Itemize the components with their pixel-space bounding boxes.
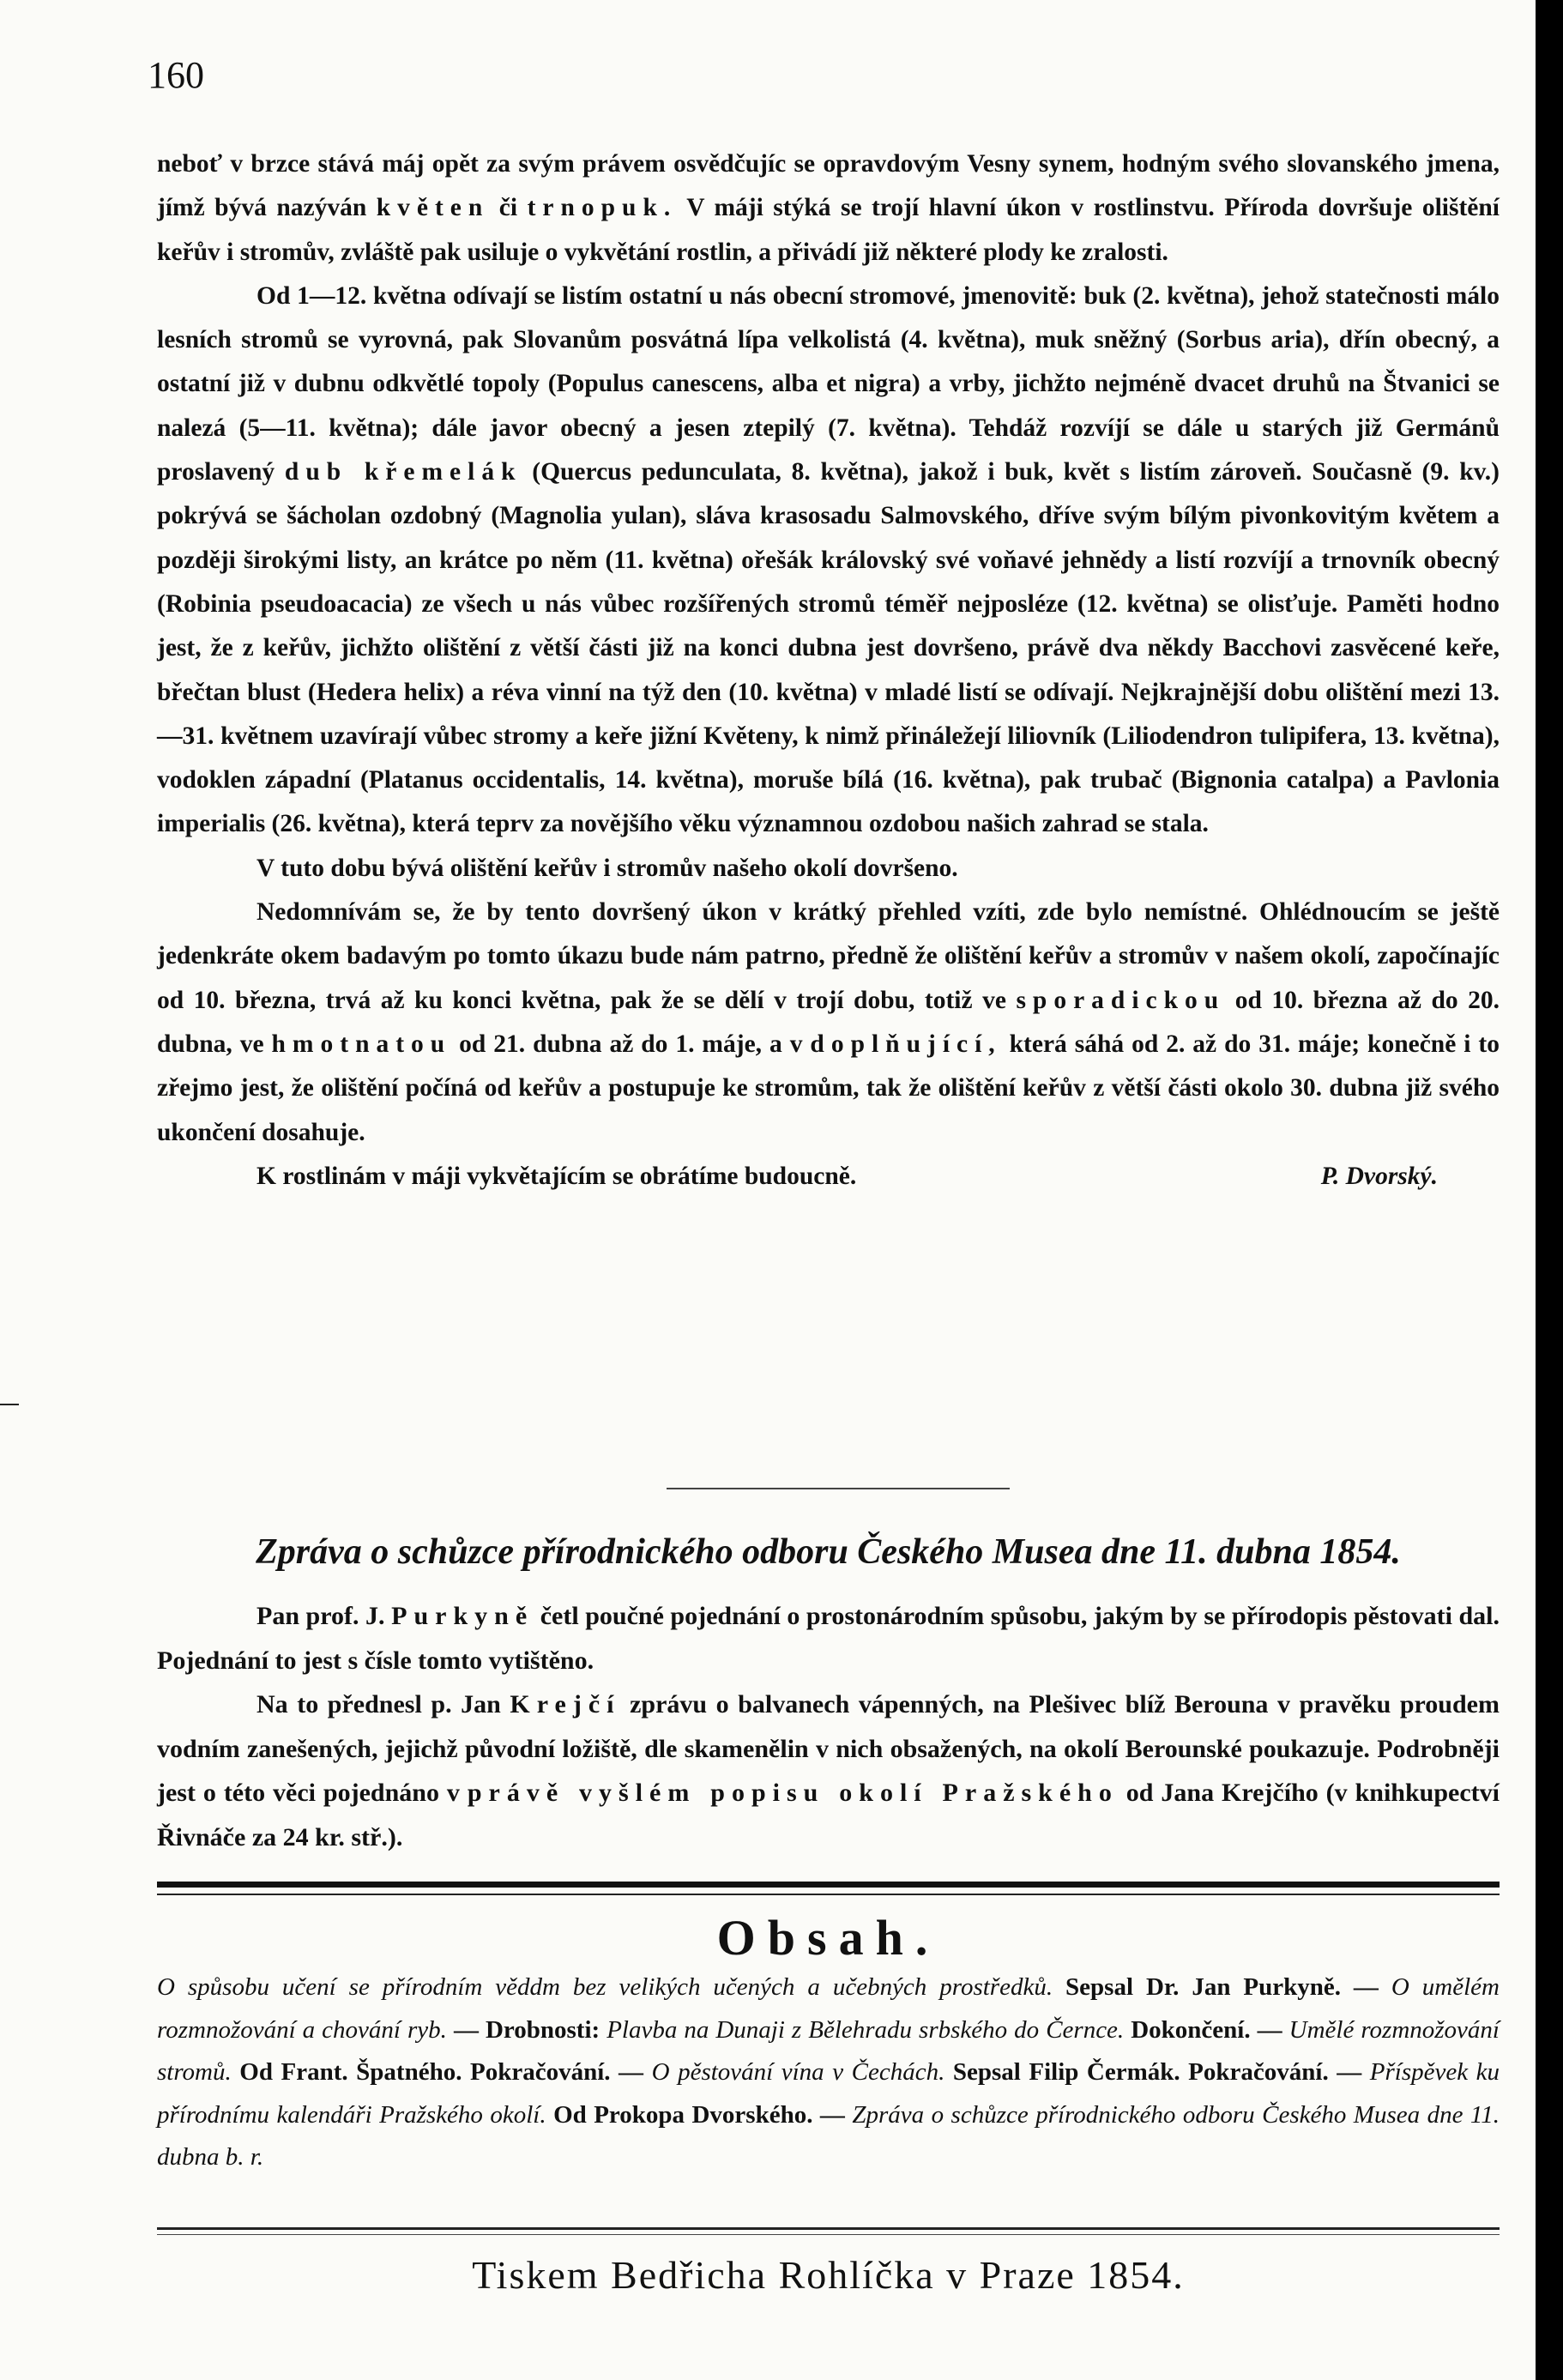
text: Na to přednesl p. Jan [256, 1690, 510, 1719]
text: Od 1—12. května odívají se listím ostatní u nás obecní stromové, jmenovitě: buk (2. května), jehož statečnosti málo lesních stromů se vyrovná, pak Slovanům posvátná lípa velkolistá (4. května), muk sněžný (Sorbus aria), dřín obecný, a ostatní již v dubnu odkvětlé topoly (Populus canescens, alba et nigra) a vrby, jichžto nejméně dvacet druhů na Štvanici se nalezá (5—11. května); dále javor obecný a jesen ztepilý (7. května). Tehdáž rozvíjí se dále u starých již Germánů proslavený [157, 281, 1500, 486]
contents-item-title: Plavba na Dunaji z Bělehradu srbského do Černce. [606, 2015, 1125, 2044]
article-body [157, 142, 1500, 1199]
spaced-term: hmotnatou [271, 1030, 452, 1058]
paragraph [157, 142, 1500, 275]
paragraph [157, 891, 1500, 1155]
contents-item-title: O spůsobu učení se přírodním věddm bez velikých učených a učebných prostředků. [157, 1973, 1053, 2001]
text: Sepsal Filip Čermák. Pokračování. — [944, 2058, 1370, 2086]
spaced-term: doplňující, [810, 1030, 1002, 1058]
text: Sepsal Dr. Jan Purkyně. — [1053, 1973, 1391, 2001]
paragraph: V tuto dobu bývá olištění keřův i stromův našeho okolí dovršeno. [256, 854, 958, 882]
paragraph [157, 275, 1500, 847]
spaced-name: Purkyně [391, 1602, 534, 1630]
text: V máji stýká se trojí hlavní úkon v rostlinstvu. Příroda dovršuje olištění keřův i stromův, zvláště pak usiluje o vykvětání rostlin, a přivádí již některé plody ke zralosti. [157, 194, 1500, 266]
contents-item-title: O pěstování vína v Čechách. [651, 2058, 945, 2086]
divider-thick [157, 1882, 1500, 1888]
spaced-name: Krejčí [510, 1690, 621, 1719]
printer-imprint: Tiskem Bedřicha Rohlíčka v Praze 1854. [472, 2253, 1185, 2297]
text: Nedomnívám se, že by tento dovršený úkon v krátký přehled vzíti, zde bylo nemístné. Ohlédnoucím se ještě jedenkráte okem badavým po tomto úkazu bude nám patrno, předně že olištění keřův a stromův v našem okolí, započínajíc od 10. března, trvá až ku konci května, pak že se dělí v trojí dobu, totiž ve [157, 898, 1500, 1014]
text: Dokončení. — [1124, 2015, 1289, 2044]
contents-item-title: Příspěvek ku přírodnímu kalendáři Pražského okolí. [157, 2058, 1500, 2129]
closing-line [157, 1155, 1500, 1199]
text: zprávu o balvanech vápenných, na Plešivec blíž Berouna v pravěku proudem vodním zanešených, jejichž původní ložiště, dle skamenělin v nich obsažených, na okolí Berounské poukazuje. Podrobněji jest o této věci pojednáno v [157, 1690, 1500, 1807]
contents-item-title: Umělé rozmnožování stromů. [157, 2015, 1500, 2086]
closing-sentence: K rostlinám v máji vykvětajícím se obrátíme budoucně. [256, 1162, 857, 1190]
spaced-term: právě vyšlém popisu okolí Pražského [467, 1779, 1119, 1807]
contents-item-title: Zpráva o schůzce přírodnického odboru Českého Musea dne 11. dubna b. r. [157, 2100, 1500, 2171]
spaced-term: květen [376, 194, 490, 222]
text: Pan prof. J. [256, 1602, 392, 1630]
text: či [489, 194, 528, 222]
spaced-term: sporadickou [1016, 986, 1226, 1014]
text: Od Frant. Špatného. Pokračování. — [231, 2058, 652, 2086]
divider [157, 2234, 1500, 2235]
page-number: 160 [148, 54, 204, 96]
text: četl poučné pojednání o prostonárodním spůsobu, jakým by se přírodopis pěstovati dal. Pojednání to jest s čísle tomto vytištěno. [157, 1602, 1500, 1675]
scan-mark [0, 1404, 19, 1405]
divider [667, 1488, 1010, 1489]
spaced-term: trnopuk. [527, 194, 678, 222]
report-body [157, 1594, 1500, 1859]
text: od Jana Krejčího (v knihkupectví Řivnáče za 24 kr. stř.). [157, 1779, 1500, 1851]
text: (Quercus pedunculata, 8. května), jakož i buk, květ s listím zároveň. Současně (9. kv.) pokrývá se šácholan ozdobný (Magnolia yulan), sláva krasosadu Salmovského, dříve svým bílým pivonkovitým květem a později širokými listy, an krátce po něm (11. května) ořešák královský své voňavé jehnědy a listí rozvíjí a trnovník obecný (Robinia pseudoacacia) ze všech u nás vůbec rozšířených stromů téměř nejposléze (12. května) se olisťuje. Paměti hodno jest, že z keřův, jichžto olištění z větší části již na konci dubna jest dovršeno, právě dva někdy Bacchovi zasvěcené keře, břečtan blust (Hedera helix) a réva vinní na týž den (10. května) v mladé listí se odívají. Nejkrajnější dobu olištění mezi 13.—31. květnem uzavírají vůbec stromy a keře jižní Květeny, k nimž přináležejí liliovník (Liliodendron tulipifera, 13. května), vodoklen západní (Platanus occidentalis, 14. května), moruše bílá (16. května), pak trubač (Bignonia catalpa) a Pavlonia imperialis (26. května), která teprv za novějšího věku významnou ozdobou našich zahrad se stala. [157, 458, 1500, 838]
contents-title: Obsah. [716, 1910, 940, 1966]
text: neboť v brzce stává máj opět za svým právem osvědčujíc se opravdovým Vesny synem, hodným svého slovanského jmena, jímž bývá nazýván [157, 150, 1500, 222]
text: — Drobnosti: [446, 2015, 607, 2044]
author-signature: P. Dvorský. [1320, 1162, 1438, 1190]
divider [157, 2227, 1500, 2230]
contents-item-title: O umělém rozmnožování a chování ryb. [157, 1973, 1500, 2044]
paragraph [157, 1594, 1500, 1682]
scan-border [1536, 0, 1563, 2380]
text: která sáhá od 2. až do 31. máje; konečně i to zřejmo jest, že olištění počíná od keřův a postupuje ke stromům, tak že olištění keřův z větší části okolo 30. dubna již svého ukončení dosahuje. [157, 1030, 1500, 1146]
text: Od Prokopa Dvorského. — [546, 2100, 853, 2129]
spaced-term: dub křemelák [284, 458, 522, 486]
text: od 21. dubna až do 1. máje, a v [451, 1030, 811, 1058]
contents-list [157, 1966, 1500, 2179]
paragraph [157, 1682, 1500, 1859]
divider [157, 1894, 1500, 1895]
report-title: Zpráva o schůzce přírodnického odboru Českého Musea dne 11. dubna 1854. [256, 1532, 1401, 1572]
text: od 10. března až do 20. dubna, ve [157, 986, 1500, 1058]
